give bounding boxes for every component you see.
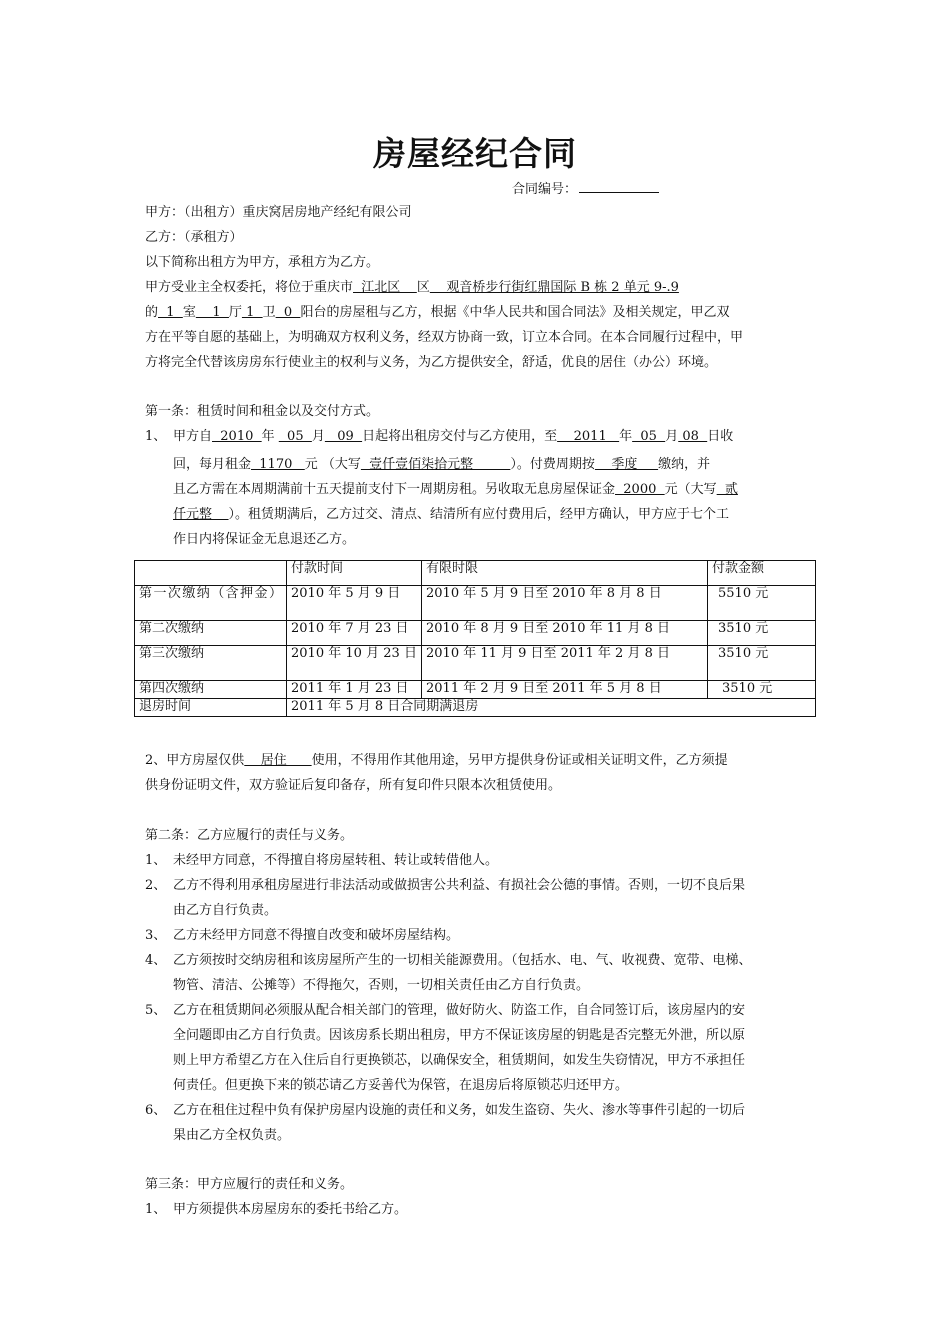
table-cell: 第二次缴纳 bbox=[135, 621, 287, 646]
item-text: 果由乙方全权负责。 bbox=[173, 1128, 291, 1143]
table-cell: 第四次缴纳 bbox=[135, 681, 287, 699]
item-text: 何责任。但更换下来的锁芯请乙方妥善代为保管，在退房后将原锁芯归还甲方。 bbox=[173, 1078, 629, 1093]
intro-line-3: 方在平等自愿的基础上，为明确双方权利义务，经双方协商一致，订立本合同。在本合同履行过程中，甲 bbox=[145, 330, 744, 345]
payment-cycle: 季度 bbox=[594, 457, 659, 472]
table-cell: 3510 元 bbox=[708, 621, 816, 646]
table-row-checkout bbox=[135, 699, 816, 717]
rooms-field: 1 bbox=[158, 305, 183, 320]
intro-line-4: 方将完全代替该房房东行使业主的权利与义务，为乙方提供安全，舒适，优良的居住（办公）环境。 bbox=[145, 355, 718, 370]
table-cell: 第三次缴纳 bbox=[135, 646, 287, 681]
intro-text: 厅 bbox=[228, 305, 242, 320]
item-text: 物管、清洁、公摊等）不得拖欠，否则，一切相关责任由乙方自行负责。 bbox=[173, 978, 590, 993]
article-2-heading: 第二条：乙方应履行的责任与义务。 bbox=[145, 828, 354, 843]
item-text: 乙方在租赁期间必须服从配合相关部门的管理，做好防火、防盗工作，自合同签订后，该房屋内的安 bbox=[173, 1003, 746, 1018]
contract-number-blank bbox=[579, 180, 659, 193]
article-1-line-1: 甲方自 2010 年 05 月 09 日起将出租房交付与乙方使用，至 2011 年 05 月 08 日收 bbox=[173, 429, 734, 444]
table-cell: 5510 元 bbox=[708, 586, 816, 621]
monthly-rent: 1170 bbox=[251, 457, 305, 472]
intro-text: 室 bbox=[182, 305, 196, 320]
table-cell: 2010 年 11 月 9 日至 2011 年 2 月 8 日 bbox=[422, 646, 708, 681]
deposit-amount: 2000 bbox=[615, 482, 665, 497]
table-cell: 2011 年 1 月 23 日 bbox=[287, 681, 422, 699]
item-2-text: 使用，不得用作其他用途，另甲方提供身份证或相关证明文件，乙方须提 bbox=[311, 753, 728, 768]
intro-line-1 bbox=[145, 279, 679, 297]
checkout-value: 2011 年 5 月 8 日合同期满退房 bbox=[287, 699, 816, 717]
contract-number bbox=[512, 178, 659, 197]
article-3-heading: 第三条：甲方应履行的责任和义务。 bbox=[145, 1177, 354, 1192]
table-row bbox=[135, 621, 816, 646]
end-day: 08 bbox=[678, 429, 708, 444]
balcony-field: 0 bbox=[275, 305, 301, 320]
intro-text: 阳台的房屋租与乙方，根据《中华人民共和国合同法》及相关规定，甲乙双 bbox=[300, 305, 730, 320]
item-text: 则上甲方希望乙方在入住后自行更换锁芯，以确保安全，租赁期间，如发生失窃情况，甲方不承担任 bbox=[173, 1053, 746, 1068]
item-number: 4、 bbox=[145, 953, 167, 968]
table-cell: 第一次缴纳（含押金） bbox=[135, 586, 287, 621]
intro-text: 区 bbox=[416, 280, 430, 295]
item-text: 未经甲方同意，不得擅自将房屋转租、转让或转借他人。 bbox=[173, 853, 499, 868]
item-number: 3、 bbox=[145, 928, 167, 943]
item-number: 6、 bbox=[145, 1103, 167, 1118]
deposit-in-words-cont: 仟元整 bbox=[173, 507, 229, 522]
item-text: 全问题即由乙方自行负责。因该房系长期出租房，甲方不保证该房屋的钥匙是否完整无外泄，所以原 bbox=[173, 1028, 746, 1043]
address-field: 观音桥步行街红鼎国际 B 栋 2 单元 9-.9 bbox=[429, 280, 679, 295]
document-title: 房屋经纪合同 bbox=[373, 134, 577, 173]
table-cell: 2010 年 10 月 23 日 bbox=[287, 646, 422, 681]
table-row bbox=[135, 681, 816, 699]
deposit-in-words: 贰 bbox=[716, 482, 738, 497]
payment-schedule-table bbox=[134, 560, 816, 717]
item-number: 5、 bbox=[145, 1003, 167, 1018]
item-text: 乙方不得利用承租房屋进行非法活动或做损害公共利益、有损社会公德的事情。否则，一切不良后果 bbox=[173, 878, 746, 893]
table-cell: 2010 年 5 月 9 日至 2010 年 8 月 8 日 bbox=[422, 586, 708, 621]
item-text: 由乙方自行负责。 bbox=[173, 903, 278, 918]
item-number: 1、 bbox=[145, 1202, 167, 1217]
end-month: 05 bbox=[632, 429, 666, 444]
intro-text: 的 bbox=[145, 305, 159, 320]
table-header: 有限时限 bbox=[422, 561, 708, 586]
start-year: 2010 bbox=[212, 429, 262, 444]
item-2-line-2: 供身份证明文件，双方验证后复印备存，所有复印件只限本次租赁使用。 bbox=[145, 778, 562, 793]
item-number: 1、 bbox=[145, 429, 167, 444]
table-header: 付款时间 bbox=[287, 561, 422, 586]
district-field: 江北区 bbox=[353, 280, 417, 295]
rent-in-words: 壹仟壹佰柒拾元整 bbox=[360, 457, 511, 472]
end-year: 2011 bbox=[557, 429, 620, 444]
halls-field: 1 bbox=[195, 305, 229, 320]
contract-number-label: 合同编号： bbox=[512, 182, 578, 197]
abbreviation-note: 以下简称出租方为甲方，承租方为乙方。 bbox=[145, 255, 380, 270]
party-a: 甲方：（出租方）重庆窝居房地产经纪有限公司 bbox=[145, 205, 412, 220]
article-1-line-3: 且乙方需在本周期满前十五天提前支付下一周期房租。另收取无息房屋保证金 2000 元（大写 贰 bbox=[173, 482, 738, 497]
start-month: 05 bbox=[278, 429, 312, 444]
table-header-row bbox=[135, 561, 816, 586]
item-text: 乙方未经甲方同意不得擅自改变和破坏房屋结构。 bbox=[173, 928, 460, 943]
table-cell: 2010 年 5 月 9 日 bbox=[287, 586, 422, 621]
item-text: 乙方须按时交纳房租和该房屋所产生的一切相关能源费用。（包括水、电、气、收视费、宽带、电梯、 bbox=[173, 953, 752, 968]
party-b: 乙方：（承租方） bbox=[145, 230, 243, 245]
table-cell: 2010 年 7 月 23 日 bbox=[287, 621, 422, 646]
item-2-text: 2、甲方房屋仅供 bbox=[145, 753, 245, 768]
article-1-line-2: 回，每月租金 1170 元 （大写 壹仟壹佰柒拾元整 ）。付费周期按 季度 缴纳，并 bbox=[173, 457, 711, 472]
article-1-line-5: 作日内将保证金无息退还乙方。 bbox=[173, 532, 356, 547]
item-2-line-1 bbox=[145, 752, 728, 770]
article-1-heading: 第一条：租赁时间和租金以及交付方式。 bbox=[145, 404, 380, 419]
table-header: 付款金额 bbox=[708, 561, 816, 586]
usage-field: 居住 bbox=[244, 753, 312, 768]
table-cell: 2010 年 8 月 9 日至 2010 年 11 月 8 日 bbox=[422, 621, 708, 646]
checkout-label: 退房时间 bbox=[135, 699, 287, 717]
intro-text: 卫 bbox=[262, 305, 276, 320]
baths-field: 1 bbox=[241, 305, 263, 320]
table-row bbox=[135, 646, 816, 681]
item-number: 1、 bbox=[145, 853, 167, 868]
table-cell: 3510 元 bbox=[708, 681, 816, 699]
start-day: 09 bbox=[324, 429, 363, 444]
table-cell: 3510 元 bbox=[708, 646, 816, 681]
item-text: 甲方须提供本房屋房东的委托书给乙方。 bbox=[173, 1202, 408, 1217]
intro-line-2 bbox=[145, 304, 729, 322]
item-number: 2、 bbox=[145, 878, 167, 893]
article-1-line-4: 仟元整 ）。租赁期满后，乙方过交、清点、结清所有应付费用后，经甲方确认，甲方应于七个工 bbox=[173, 507, 730, 522]
intro-text: 甲方受业主全权委托，将位于重庆市 bbox=[145, 280, 354, 295]
table-cell: 2011 年 2 月 9 日至 2011 年 5 月 8 日 bbox=[422, 681, 708, 699]
item-text: 乙方在租住过程中负有保护房屋内设施的责任和义务，如发生盗窃、失火、渗水等事件引起的一切后 bbox=[173, 1103, 746, 1118]
table-row bbox=[135, 586, 816, 621]
table-header bbox=[135, 561, 287, 586]
